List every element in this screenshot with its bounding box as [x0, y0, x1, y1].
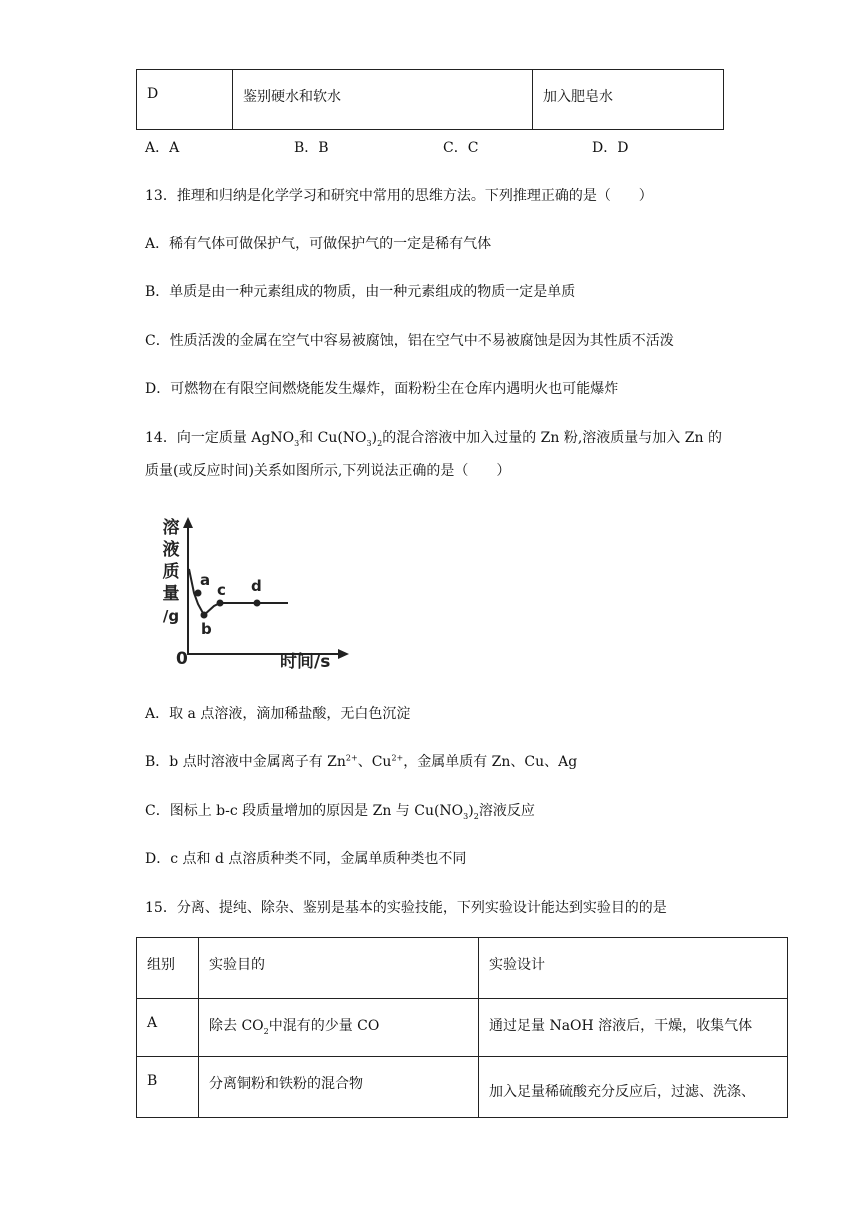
header-purpose: 实验目的	[199, 938, 479, 999]
experiment-design: 加入肥皂水	[533, 70, 724, 130]
y-axis-label: 溶 液 质 量 /g	[162, 518, 180, 625]
q15-table	[136, 937, 788, 1118]
q13-stem: 13．推理和归纳是化学学习和研究中常用的思维方法。下列推理正确的是（ ）	[145, 188, 653, 204]
point-b	[201, 612, 208, 619]
q14-option-d: D．c 点和 d 点溶质种类不同，金属单质种类也不同	[145, 851, 467, 867]
q13-option-c: C．性质活泼的金属在空气中容易被腐蚀，铝在空气中不易被腐蚀是因为其性质不活泼	[145, 333, 674, 349]
q12-option-a: A．A	[145, 140, 180, 156]
row-label: A	[137, 999, 199, 1057]
q13-option-a: A．稀有气体可做保护气，可做保护气的一定是稀有气体	[145, 236, 492, 252]
solution-mass-graph	[150, 513, 360, 679]
q14-stem-line2: 质量(或反应时间)关系如图所示,下列说法正确的是（ ）	[145, 463, 511, 479]
experiment-purpose: 除去 $CO_2$中混有的少量 CO	[199, 999, 479, 1057]
q14-stem-line1: 14．向一定质量 AgNO$_3$和 $Cu(NO_3)_2$的混合溶液中加入过量的 Zn 粉,溶液质量与加入 Zn 的	[145, 430, 722, 448]
q14-option-b: B．b 点时溶液中金属离子有 $Zn^{2+}$、$Cu^{2+}$，金属单质有 Zn、Cu、Ag	[145, 753, 578, 770]
q13-option-b: B．单质是由一种元素组成的物质，由一种元素组成的物质一定是单质	[145, 284, 576, 300]
q14-option-c: C．图标上 b-c 段质量增加的原因是 Zn 与 $Cu(NO_3)_2$溶液反应	[145, 803, 535, 821]
x-axis-label: 时间/s	[280, 652, 331, 672]
header-group: 组别	[137, 938, 199, 999]
y-axis-arrow	[183, 517, 193, 528]
point-b-label: b	[201, 620, 212, 638]
table-header-row	[137, 938, 788, 999]
point-c-label: c	[217, 581, 226, 599]
q13-option-d: D．可燃物在有限空间燃烧能发生爆炸，面粉粉尘在仓库内遇明火也可能爆炸	[145, 381, 619, 397]
row-label: D	[137, 70, 233, 130]
q12-option-c: C．C	[443, 140, 479, 156]
x-axis-arrow	[338, 649, 349, 659]
q14-option-a: A．取 a 点溶液，滴加稀盐酸，无白色沉淀	[145, 706, 411, 722]
header-design: 实验设计	[479, 938, 788, 999]
point-d	[254, 600, 261, 607]
experiment-purpose: 分离铜粉和铁粉的混合物	[199, 1057, 479, 1118]
experiment-purpose: 鉴别硬水和软水	[233, 70, 533, 130]
q12-option-d: D．D	[592, 140, 629, 156]
top-table	[136, 69, 724, 130]
table-row	[137, 1057, 788, 1118]
q15-stem: 15．分离、提纯、除杂、鉴别是基本的实验技能，下列实验设计能达到实验目的的是	[145, 900, 667, 916]
point-c	[217, 600, 224, 607]
experiment-design: 加入足量稀硫酸充分反应后，过滤、洗涤、	[479, 1057, 788, 1118]
experiment-design: 通过足量 NaOH 溶液后，干燥，收集气体	[479, 999, 788, 1057]
q12-option-b: B．B	[294, 140, 329, 156]
table-row	[137, 999, 788, 1057]
point-a	[195, 590, 202, 597]
point-a-label: a	[200, 571, 211, 589]
table-row	[137, 70, 724, 130]
point-d-label: d	[251, 577, 262, 595]
row-label: B	[137, 1057, 199, 1118]
origin-label: 0	[176, 649, 188, 669]
